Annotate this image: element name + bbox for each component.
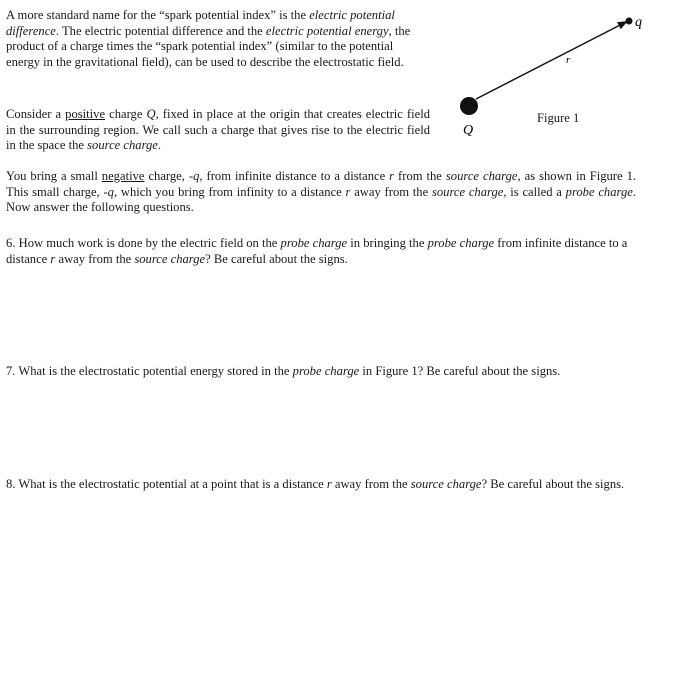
underlined-negative: negative	[101, 169, 145, 183]
source-charge-paragraph: Consider a positive charge Q, fixed in place at the origin that creates electric field in the surrounding region. We call such a charge that gives rise to the electric field in the space the source charge.	[6, 107, 430, 152]
distance-label: r	[566, 54, 571, 66]
probe-charge-dot	[626, 18, 633, 25]
term-electric-potential-difference: electric potential difference	[6, 8, 395, 38]
term-electric-potential-energy: electric potential energy	[265, 23, 389, 38]
underlined-positive: positive	[65, 107, 106, 121]
probe-charge-label: q	[635, 15, 642, 30]
probe-charge-paragraph: You bring a small negative charge, -q, from infinite distance to a distance r from the source charge, as shown in Figure 1. This small charge, -q, which you bring from infinity to a distance r away from the source charge, is called a probe charge. Now answer the following questions.	[6, 169, 637, 214]
intro-paragraph: A more standard name for the “spark potential index” is the electric potential difference. The electric potential difference and the electric potential energy, the product of a charge times the “spark potential index” (similar to the potential energy in the gravitational field), can be used to describe the electrostatic field.	[6, 8, 411, 69]
question-8: 8. What is the electrostatic potential at a point that is a distance r away from the source charge? Be careful about the signs.	[6, 477, 625, 491]
term-probe-charge: probe charge	[565, 184, 633, 199]
figure-caption: Figure 1	[537, 111, 580, 125]
source-charge-dot	[460, 97, 478, 115]
question-6: 6. How much work is done by the electric field on the probe charge in bringing the probe charge from infinite distance to a distance r away from the source charge? Be careful about the signs.	[6, 236, 628, 266]
question-7: 7. What is the electrostatic potential energy stored in the probe charge in Figure 1? Be careful about the signs.	[6, 364, 561, 378]
distance-arrow	[476, 22, 626, 99]
source-charge-label: Q	[463, 123, 474, 138]
figure-1-diagram	[440, 0, 700, 160]
term-source-charge: source charge	[87, 138, 158, 152]
